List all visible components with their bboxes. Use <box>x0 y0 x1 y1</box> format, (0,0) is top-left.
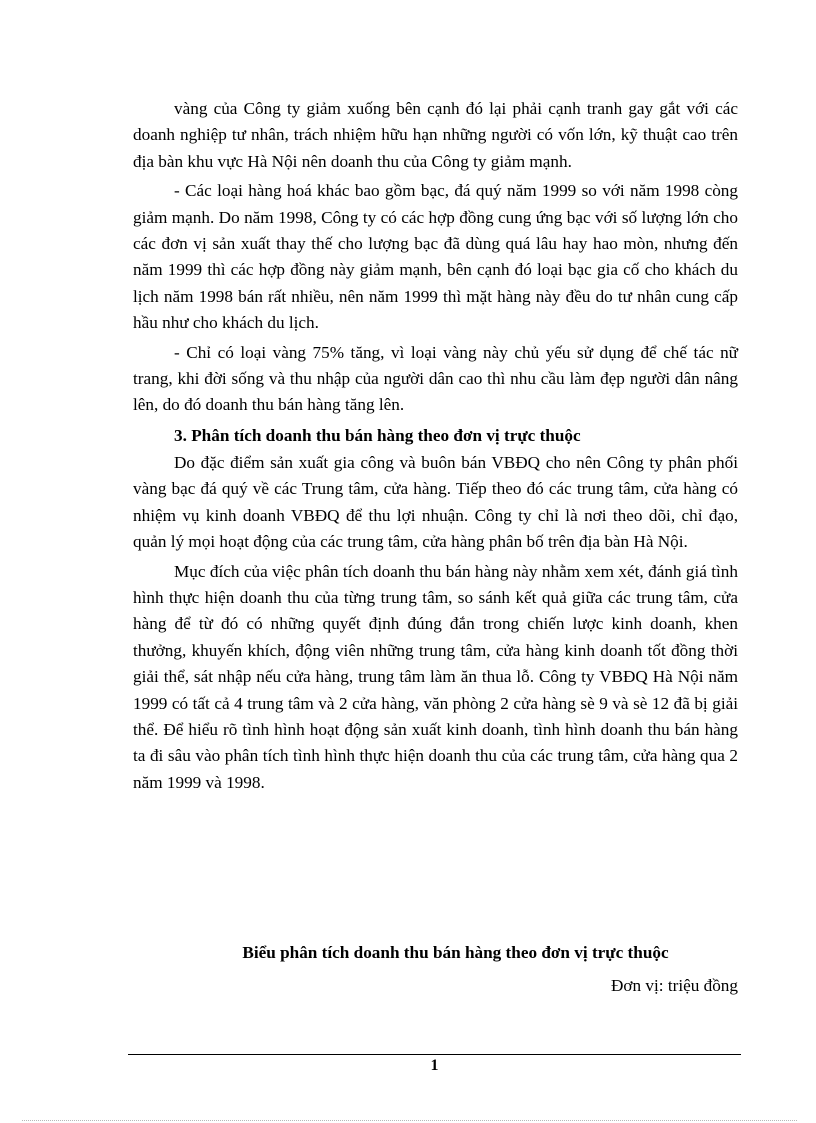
page-number: 1 <box>430 1057 439 1074</box>
paragraph-3: - Chỉ có loại vàng 75% tăng, vì loại vàng này chủ yếu sử dụng để chế tác nữ trang, khi đời sống và thu nhập của người dân cao thì nhu cầu làm đẹp người dân nâng lên, do đó doanh thu bán hàng tăng lên. <box>133 342 738 415</box>
page-bottom-edge <box>22 1120 797 1121</box>
unit-label: Đơn vị: triệu đồng <box>610 976 738 995</box>
paragraph-4: Do đặc điểm sản xuất gia công và buôn bán VBĐQ cho nên Công ty phân phối vàng bạc đá quý về các Trung tâm, cửa hàng. Tiếp theo đó các trung tâm, cửa hàng có nhiệm vụ kinh doanh VBĐQ để thu lợi nhuận. Công ty chỉ là nơi theo dõi, chỉ đạo, quản lý mọi hoạt động của các trung tâm, cửa hàng phân bố trên địa bàn Hà Nội. <box>133 452 738 552</box>
document-body <box>133 96 738 799</box>
footer-divider <box>128 1054 741 1055</box>
paragraph-5: Mục đích của việc phân tích doanh thu bán hàng này nhằm xem xét, đánh giá tình hình thực hiện doanh thu của từng trung tâm, so sánh kết quả giữa các trung tâm, cửa hàng để từ đó có những quyết định đúng đắn trong chiến lược kinh doanh, khen thưởng, khuyến khích, động viên những trung tâm, cửa hàng kinh doanh tốt đồng thời giải thể, sát nhập nếu cửa hàng, trung tâm làm ăn thua lỗ. Công ty VBĐQ Hà Nội năm 1999 có tất cả 4 trung tâm và 2 cửa hàng, văn phòng 2 cửa hàng sè 9 và sè 12 đã bị giải thể. Để hiểu rõ tình hình hoạt động sản xuất kinh doanh, tình hình doanh thu bán hàng ta đi sâu vào phân tích tình hình thực hiện doanh thu của các trung tâm, cửa hàng qua 2 năm 1999 và 1998. <box>133 561 738 792</box>
paragraph-2: - Các loại hàng hoá khác bao gồm bạc, đá quý năm 1999 so với năm 1998 còng giảm mạnh. Do năm 1998, Công ty có các hợp đồng cung ứng bạc với số lượng lớn cho các đơn vị sản xuất thay thế cho lượng bạc đã dùng quá lâu hay hao mòn, nhưng đến năm 1999 thì các hợp đồng này giảm mạnh, bên cạnh đó loại bạc gia cố cho khách du lịch năm 1998 bán rất nhiều, nên năm 1999 thì mặt hàng này đều do tư nhân cung cấp hầu như cho khách du lịch. <box>133 181 738 333</box>
section-heading: 3. Phân tích doanh thu bán hàng theo đơn vị trực thuộc <box>174 425 581 445</box>
paragraph-1: vàng của Công ty giảm xuống bên cạnh đó lại phải cạnh tranh gay gắt với các doanh nghiệp tư nhân, trách nhiệm hữu hạn những người có vốn lớn, kỹ thuật cao trên địa bàn khu vực Hà Nội nên doanh thu của Công ty giảm mạnh. <box>133 99 738 171</box>
table-title: Biểu phân tích doanh thu bán hàng theo đơn vị trực thuộc <box>242 943 669 962</box>
